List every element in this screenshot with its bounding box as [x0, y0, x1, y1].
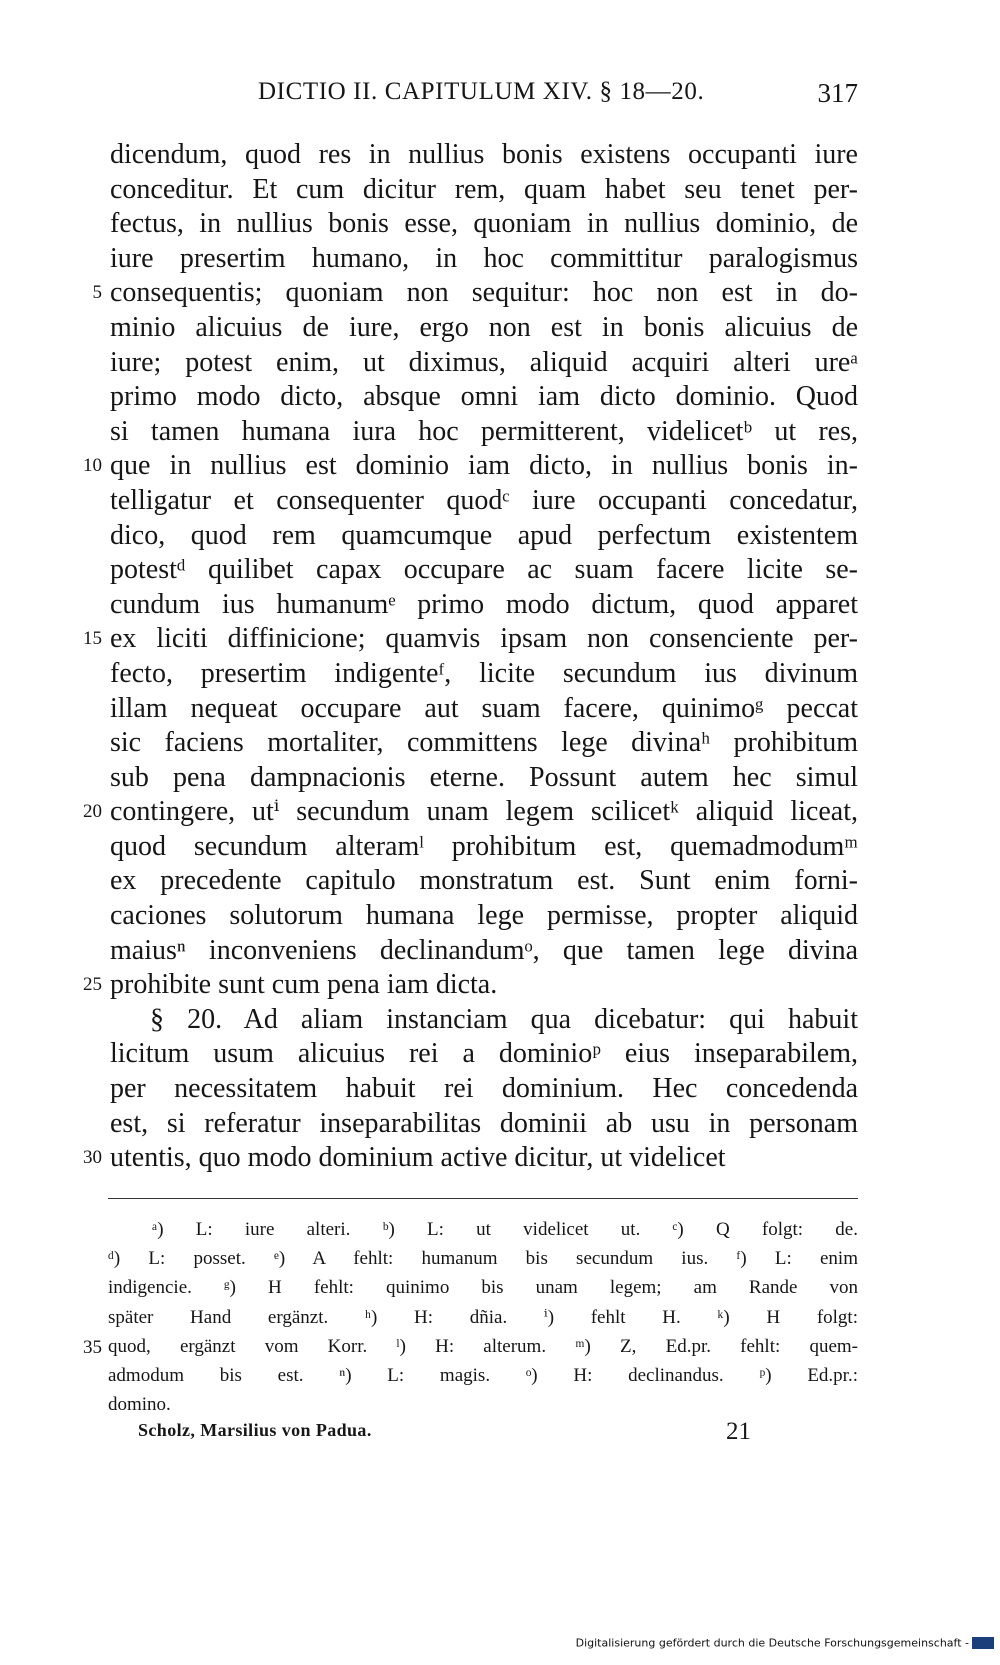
- text-line: [0, 1141, 1000, 1176]
- digitization-imprint: [576, 1636, 994, 1656]
- running-head: DICTIO II. CAPITULUM XIV. § 18—20.: [258, 78, 705, 105]
- text-line: [0, 761, 1000, 796]
- text-line: [0, 276, 1000, 311]
- footnote-line: [0, 1245, 1000, 1274]
- line-text: sub pena dampnacionis eterne. Possunt autem hec simul: [110, 761, 858, 793]
- line-text: est, si referatur inseparabilitas dominii ab usu in personam: [110, 1107, 858, 1139]
- line-text: quod secundum alteramˡ prohibitum est, quemadmodumᵐ: [110, 830, 858, 862]
- text-line: [0, 138, 1000, 173]
- line-text: conceditur. Et cum dicitur rem, quam habet seu tenet per-: [110, 173, 858, 205]
- line-text: que in nullius est dominio iam dicto, in nullius bonis in-: [110, 450, 858, 482]
- line-text: fecto, presertim indigenteᶠ, licite secundum ius divinum: [110, 657, 858, 689]
- text-line: [0, 692, 1000, 727]
- line-text: prohibite sunt cum pena iam dicta.: [110, 969, 498, 1001]
- text-line: [0, 968, 1000, 1003]
- line-text: si tamen humana iura hoc permitterent, videlicetᵇ ut res,: [110, 415, 858, 447]
- line-number: 10: [83, 455, 102, 477]
- text-line: [0, 830, 1000, 865]
- text-line: [0, 173, 1000, 208]
- footnote-text: quod, ergänzt vom Korr. ˡ) H: alterum. ᵐ) Z, Ed.pr. fehlt: quem-: [108, 1335, 858, 1357]
- footnote-line: [0, 1391, 1000, 1420]
- text-line: [0, 1003, 1000, 1038]
- line-text: ex liciti diffinicione; quamvis ipsam non consenciente per-: [110, 623, 858, 655]
- footnote-text: später Hand ergänzt. ʰ) H: dñia. ⁱ) fehlt H. ᵏ) H folgt:: [108, 1306, 858, 1328]
- line-text: per necessitatem habuit rei dominium. Hec concedenda: [110, 1073, 858, 1105]
- footnotes: [0, 1216, 1000, 1420]
- page-header: [0, 78, 1000, 118]
- text-line: [0, 484, 1000, 519]
- line-text: illam nequeat occupare aut suam facere, quinimoᵍ peccat: [110, 692, 858, 724]
- line-text: ex precedente capitulo monstratum est. Sunt enim forni-: [110, 865, 858, 897]
- line-number: 35: [83, 1336, 102, 1358]
- footnote-text: ᵈ) L: posset. ᵉ) A fehlt: humanum bis secundum ius. ᶠ) L: enim: [108, 1248, 858, 1270]
- text-line: [0, 553, 1000, 588]
- line-number: 5: [92, 282, 102, 304]
- footnote-line: [0, 1216, 1000, 1245]
- imprint-text: Digitalisierung gefördert durch die Deutsche Forschungsgemeinschaft -: [575, 1636, 969, 1650]
- footnote-separator-rule: [108, 1198, 858, 1199]
- line-text: minio alicuius de iure, ergo non est in bonis alicuius de: [110, 311, 858, 343]
- line-text: primo modo dicto, absque omni iam dicto dominio. Quod: [110, 381, 858, 413]
- text-line: [0, 1072, 1000, 1107]
- footnote-line: [0, 1362, 1000, 1391]
- text-line: [0, 726, 1000, 761]
- text-line: [0, 242, 1000, 277]
- line-number: 30: [83, 1147, 102, 1169]
- text-line: [0, 449, 1000, 484]
- signature-author: Scholz, Marsilius von Padua.: [138, 1420, 372, 1440]
- line-text: dico, quod rem quamcumque apud perfectum existentem: [110, 519, 858, 551]
- text-line: [0, 346, 1000, 381]
- line-text: caciones solutorum humana lege permisse, propter aliquid: [110, 900, 858, 932]
- line-number: 20: [83, 801, 102, 823]
- footnote-text: ᵃ) L: iure alteri. ᵇ) L: ut videlicet ut. ᶜ) Q folgt: de.: [152, 1219, 858, 1240]
- main-text: [0, 138, 1000, 1176]
- text-line: [0, 380, 1000, 415]
- signature-number: 21: [726, 1418, 751, 1445]
- line-text: cundum ius humanumᵉ primo modo dictum, quod apparet: [110, 588, 858, 620]
- line-text: iure; potest enim, ut diximus, aliquid acquiri alteri ureᵃ: [110, 346, 858, 378]
- line-text: iure presertim humano, in hoc committitur paralogismus: [110, 242, 858, 274]
- footnote-text: domino.: [108, 1394, 171, 1416]
- line-number: 15: [83, 628, 102, 650]
- footnote-line: [0, 1304, 1000, 1333]
- text-line: [0, 864, 1000, 899]
- line-number: 25: [83, 974, 102, 996]
- line-text: § 20. Ad aliam instanciam qua dicebatur: qui habuit: [150, 1003, 858, 1035]
- line-text: contingere, utⁱ secundum unam legem scilicetᵏ aliquid liceat,: [110, 796, 858, 828]
- line-text: licitum usum alicuius rei a dominioᵖ eius inseparabilem,: [110, 1038, 858, 1070]
- footnote-line: [0, 1333, 1000, 1362]
- line-text: sic faciens mortaliter, committens lege divinaʰ prohibitum: [110, 727, 858, 759]
- line-text: consequentis; quoniam non sequitur: hoc non est in do-: [110, 277, 858, 309]
- footnote-line: [0, 1274, 1000, 1303]
- page-number: 317: [817, 78, 858, 108]
- text-line: [0, 311, 1000, 346]
- line-text: dicendum, quod res in nullius bonis existens occupanti iure: [110, 139, 858, 170]
- text-line: [0, 934, 1000, 969]
- line-text: fectus, in nullius bonis esse, quoniam in nullius dominio, de: [110, 208, 858, 240]
- line-text: telligatur et consequenter quodᶜ iure occupanti concedatur,: [110, 484, 858, 516]
- text-line: [0, 899, 1000, 934]
- dfg-logo-icon: [972, 1637, 994, 1649]
- footnote-text: indigencie. ᵍ) H fehlt: quinimo bis unam legem; am Rande von: [108, 1277, 858, 1299]
- footnote-text: admodum bis est. ⁿ) L: magis. ᵒ) H: declinandus. ᵖ) Ed.pr.:: [108, 1364, 858, 1386]
- line-text: maiusⁿ inconveniens declinandumᵒ, que tamen lege divina: [110, 934, 858, 966]
- signature-line: [0, 1420, 1000, 1454]
- text-line: [0, 519, 1000, 554]
- text-line: [0, 1107, 1000, 1142]
- line-text: utentis, quo modo dominium active dicitur, ut videlicet: [110, 1142, 726, 1174]
- line-text: potestᵈ quilibet capax occupare ac suam facere licite se-: [110, 554, 858, 586]
- text-line: [0, 1037, 1000, 1072]
- text-line: [0, 415, 1000, 450]
- text-line: [0, 622, 1000, 657]
- text-line: [0, 657, 1000, 692]
- text-line: [0, 795, 1000, 830]
- text-line: [0, 588, 1000, 623]
- text-line: [0, 207, 1000, 242]
